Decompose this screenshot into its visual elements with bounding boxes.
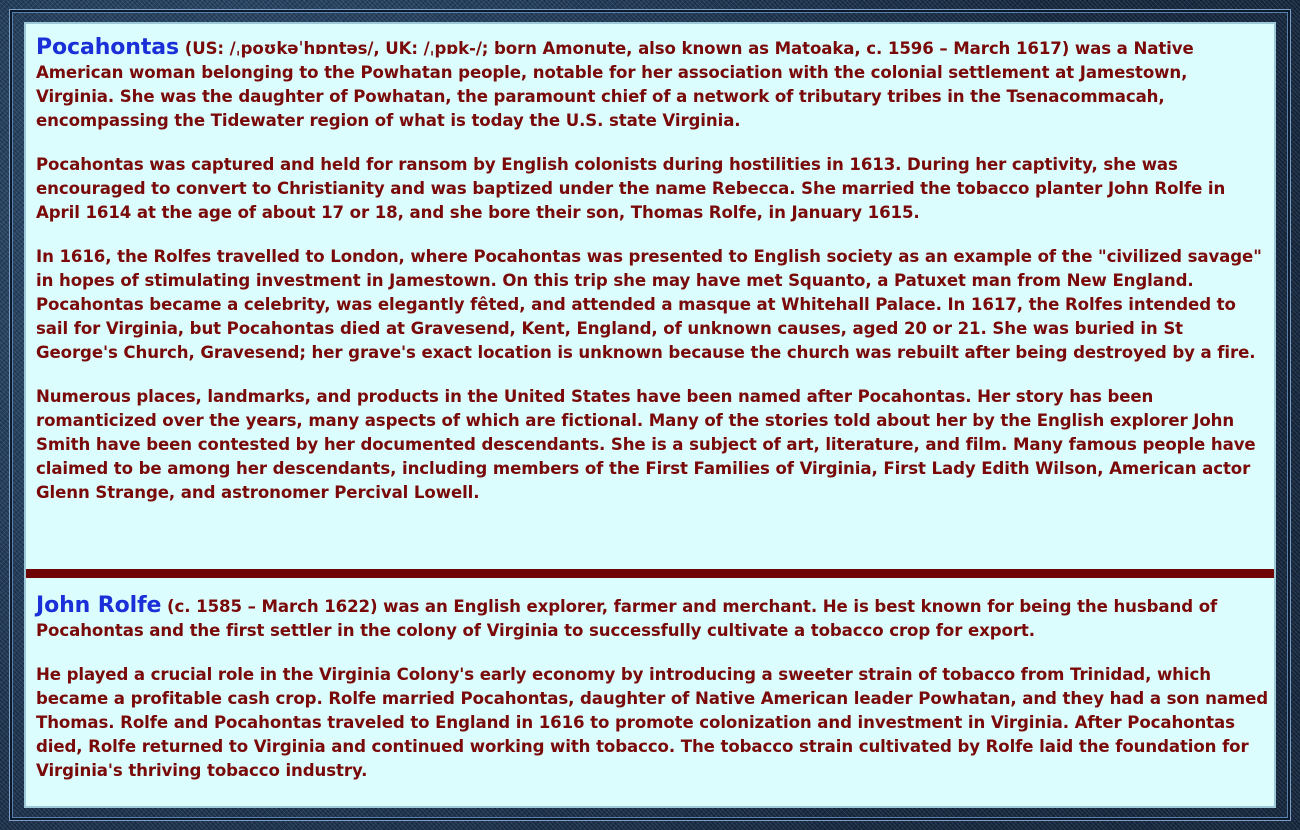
rolfe-intro-text: (c. 1585 – March 1622) was an English explorer, farmer and merchant. He is best known for being the husband of Pocahontas and the first settler in the colony of Virginia to successfully cultivate a tobacco crop for export. <box>36 597 1218 640</box>
rolfe-tobacco-paragraph: He played a crucial role in the Virginia Colony's early economy by introducing a sweeter strain of tobacco from Trinidad, which became a profitable cash crop. Rolfe married Pocahontas, daughter of Native American leader Powhatan, and they had a son named Thomas. Rolfe and Pocahontas traveled to England in 1616 to promote colonization and investment in Virginia. After Pocahontas died, Rolfe returned to Virginia and continued working with tobacco. The tobacco strain cultivated by Rolfe laid the foundation for Virginia's thriving tobacco industry. <box>36 665 1269 780</box>
pocahontas-london-paragraph: In 1616, the Rolfes travelled to London, where Pocahontas was presented to English society as an example of the "civilized savage" in hopes of stimulating investment in Jamestown. On this trip she may have met Squanto, a Patuxet man from New England. Pocahontas became a celebrity, was elegantly fêted, and attended a masque at Whitehall Palace. In 1617, the Rolfes intended to sail for Virginia, but Pocahontas died at Gravesend, Kent, England, of unknown causes, aged 20 or 21. She was buried in St George's Church, Gravesend; her grave's exact location is unknown because the church was rebuilt after being destroyed by a fire. <box>36 247 1262 362</box>
pocahontas-intro-text: (US: /ˌpoʊkəˈhɒntəs/, UK: /ˌpɒk-/; born Amonute, also known as Matoaka, c. 1596 – March 1617) was a Native American woman belonging to the Powhatan people, notable for her association with the colonial settlement at Jamestown, Virginia. She was the daughter of Powhatan, the paramount chief of a network of tributary tribes in the Tsenacommacah, encompassing the Tidewater region of what is today the U.S. state Virginia. <box>36 39 1194 130</box>
pocahontas-section <box>36 36 1270 525</box>
pocahontas-legacy-paragraph: Numerous places, landmarks, and products in the United States have been named after Pocahontas. Her story has been romanticized over the years, many aspects of which are fictional. Many of the stories told about her by the English explorer John Smith have been contested by her documented descendants. She is a subject of art, literature, and film. Many famous people have claimed to be among her descendants, including members of the First Families of Virginia, First Lady Edith Wilson, American actor Glenn Strange, and astronomer Percival Lowell. <box>36 387 1256 502</box>
rolfe-intro-paragraph <box>36 594 1270 643</box>
rolfe-name-heading: John Rolfe <box>36 593 162 618</box>
section-divider <box>26 569 1274 578</box>
pocahontas-captivity-paragraph: Pocahontas was captured and held for ransom by English colonists during hostilities in 1613. During her captivity, she was encouraged to convert to Christianity and was baptized under the name Rebecca. She married the tobacco planter John Rolfe in April 1614 at the age of about 17 or 18, and she bore their son, Thomas Rolfe, in January 1615. <box>36 155 1226 222</box>
pocahontas-intro-paragraph <box>36 36 1270 133</box>
content-panel <box>24 22 1276 808</box>
pocahontas-name-heading: Pocahontas <box>36 35 180 60</box>
john-rolfe-section <box>36 594 1270 803</box>
